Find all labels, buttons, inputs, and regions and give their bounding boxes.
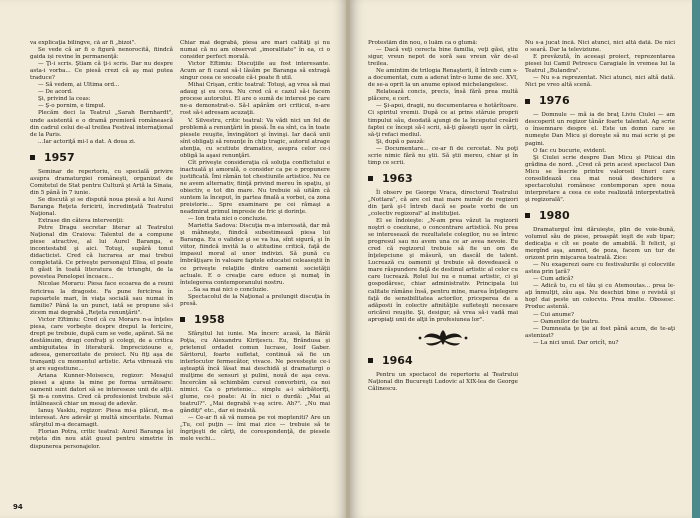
paragraph: O fac cu bucurie, evident. [533,147,607,154]
paragraph: Ariana Kunner-Moisescu, regizor: Mesajul piesei a ajuns la mine pe forma următoare: oamenii sunt datori să se intereseze unii de alţii. Şi m-a convins. Cred că profesionist trebuie să-i întâlnească chiar un mesaj de adevăr. [30,373,173,408]
square-bullet-icon [368,176,373,181]
year-label: 1976 [539,94,570,108]
paragraph: — Şi-apoi, dragii, nu documentarea e hotărîtoare. Ci spiritul vremii. După ce ai prins stăruie proprii timpului său, deodată ajungi de la începutul creării faptei ce începi să-l scrii, să-ţi găseşti uşor în cărţi, să-ţi refaci mediul. [368,103,518,138]
fleuron-ornament-icon [368,327,518,349]
book-cover-edge [692,0,700,518]
paragraph: — Ţi-i scris. Ştiam că ţi-i scris. Dar nu despre asta-i vorba... Ce piesă crezi că aş mai putea traduce? [30,61,173,82]
left-page [0,0,347,518]
paragraph: — Adică tu, cu el tău şi cu Atemoutas... prea le-aţi înmulţit, zău aşa. Nu deschizi bine o revistă şi hop! dai peste un colocviu. Prea multe. Obosesc. Produc asteniă. [525,283,675,311]
year-heading-1958 [180,313,330,327]
paragraph: — Cum adică? [533,276,574,283]
left-column-2 [180,40,330,502]
year-label: 1980 [539,208,570,222]
paragraph: — Cui anume? [533,311,574,318]
right-page [350,0,692,518]
paragraph: — Ion trata nici o concluzie. [188,216,268,223]
paragraph: Se vede că ar fi o figură nenorocită, fiindcă gaida iși revine în permanenţă: [30,47,173,61]
paragraph: Cît priveşte consideraţia că soluţia conflictului e inactuală şi amorală, o consider ca pe o propunere justificată. Îmi rămân tot chestiunile artistice. Nu ce ne avem alternativ, fiinţă privind mereu în spaţiu, şi obiectiv, e tot din mare. Nu trebuie să uităm că suntem la început, în partea finală a vorbei, ca zona preistorie... Spre examinare pe cei rămaşi a neadmirat primul impresie de fric şi dorinţe. [180,159,330,216]
square-bullet-icon [525,99,530,104]
paragraph: Petre Dragu secretar literar al Teatrului Naţional din Craiova: Talentul de a compune piese atractive, al lui Aurel Baranga, e incontestabil şi aici. Totuşi, supără tonul didacticist. Cred că lucrarea ar mai trebui completată. Ce priveşte personajul Elisa, el poate fi găsit în toată literatura de triunghi, de la povestea Penelopei încoace... [30,225,173,281]
paragraph: Spectacolul de la Naţional a prelungit discuţia în presă. [180,293,330,307]
paragraph: E prevăzută, în aceeaşi proiect, reprezentarea piesei lui Camil Petrescu Caragiale în vremea lui la Teatrul „Bulandra". [525,54,675,75]
paragraph: Şi, după o pauză: [376,138,425,145]
paragraph: Şi Ciulei scrie despre Dan Micu şi Ptiicai din grădina de nord. „Cred că prin acest spectacol Dan Micu se înscrie printre valorosii tineri care consolidează cea mai nouă deschidere a spectacolului românesc contemporan spre noua interpretare a ceea ce este realizată interpretativă şi regizorală". [525,154,675,203]
paragraph: Victor Eftimiu: Cred că cu Moraru n-a înţeles piesa, care vorbeşte despre drepul la fericire, drept pe trebuie, după cum se vede, apărat. Să ne destăinuim, dragi confraţi şi colegi, de a critica ambiguitatea în literatură. Imprecizioune e, adesea, generozitate de proiect. Nu fiţi aşa de tranşanţi cu momentul artistic. Arta vibrează viu şi are sugestiune... [30,316,173,373]
paragraph: — Oamenilor de teatru. [533,318,600,325]
paragraph: va explicaţia bilingve, că ar fi „bizoi". [30,40,136,46]
paragraph: — Domnule — mă ia de braţ Liviu Ciulei — am descoperit un regizor tânăr foarte talentat. Ag scrie o însemnare despre el. Este un domn care se numeşte Dan Micu şi doreşte să nu mai scrie şi pe pagini. [525,112,675,147]
paragraph: Îl observ pe George Vraca, directorul Teatrului „Nottara", că are cel mai mare număr de regizori din ţară şi-l întreb dacă se poate vorbi de un „colectiv regizoral" al instituţiei. [368,189,518,217]
year-label: 1963 [382,171,413,185]
paragraph: Victor Eftimiu: Discuţiile au fost interesante. Acum ar fi cazul să-l lăsăm pe Baranga să extragă singur ceea ce socoate că-i poate fi util. [180,61,330,82]
paragraph: Nicolae Moraru: Piesa face ecoarea de a reuni fericirea la dragoste. Fa pune fericirea în rapoartele mari, în viaţa socială sau numai în familie? Până la un punct, iată se propune să-i zicem mai degrabă „Reţeta renunţării". [30,281,173,316]
paragraph: Chiar mai degrabă, piesa are mari calităţi şi nu numai că nu am observat „imoralitate" în ea, ci o consider perfect morală. [180,40,330,61]
right-column-1 [368,40,518,510]
right-column-2 [525,40,675,510]
paragraph: V. Silvestru, critic teatral: Va vădi nici un fel de problemă a renunţării în piesă. În ea sînt, ca în toate piesele reuşite, învingători şi învinşi. Iar dacă unii sînt obligaţi să renunţe în chip tragic, autorul atrage atenţia, cu scutiute dramatice, asupra celor ce-i obligă la aşasi renunţări. [180,117,330,159]
year-heading-1980 [525,209,675,223]
paragraph: — Documentare... ce-ar fi de cercetat. Nu poţi scrie nimic fără nu ştii. Să ştii mereu, chiar şi în timp ce scrii. [368,145,518,166]
paragraph: Seminar de repertoriu, cu specială privire asupra dramaturgiei româneşti, organizat de Comitetul de Stat pentru Cultură şi Artă la Sinaia, din 5 până în 7 iunie. [30,168,173,196]
year-heading-1957 [30,151,173,165]
paragraph: Ianuş Vaskiu, regizor: Piesa mi-a plăcut, m-a interesat. Are adevăr şi multă sinceritate. Numai sfârşitul m-a decamagit. [30,408,173,429]
paragraph: — Ce-ar fi să vă numea pe voi mopteniti? Are un „Tu, cel puţin — îmi mai zice — trebuie să te îngrijeşti de cărţi, de corespondenţă, de piesele mele vechi... [180,415,330,443]
page-number: 94 [13,503,23,511]
square-bullet-icon [30,155,35,160]
year-heading-1976 [525,94,675,108]
paragraph: Nu s-a jucat încă. Nici atunci, nici altă dată. De nici o seară. Dar la televiziune. [525,40,675,54]
paragraph: Dramaturgul îmi dăruieşte, plin de voie-bună, volumul său de piese, proaspăt ieşit de sub tipar; dedicaţia e cît se poate de amabilă. Îl felicit, şi mergînd aşa, anmnt, de poza, facem un tur de orizont prin mişcarea teatrală. Zice: [525,226,675,262]
paragraph: Protestăm din nou, o luăm ca o glumă: [368,40,478,46]
paragraph: Relatează concis, precis, însă fără prea multă plăcere, e cert. [368,89,518,103]
year-heading-1964 [368,354,518,368]
paragraph: Marietta Sadova: Discuţia m-a interesată, dar mă şi mâhneşte, fiindcă subestimează piesa lui Baranga. Eu o validez şi se va lua, sînt sigură, şi în viitor, fiindcă invită la o atitudine critică, faţă de impasul moral al unor indivizi. Să pună cu îmbrăţişare în valoare faptele educatei celeaseştii în ce priveşte relaţiile dintre oamenii societăţii actuale. E o creaţie care educe şi numaţ în întelegerea contemporanului nostru. [180,223,330,286]
paragraph: — Dumneata ţe ţie ai fost până acum, de te-aţi astenizat? [525,325,675,339]
paragraph: — Nu exagerezi oare cu festivalurile şi colocviile astea prin ţară? [525,262,675,276]
square-bullet-icon [368,358,373,363]
paragraph: Se discută şi se dispută noua piesă a lui Aurel Baranga Reţeta fericirii, încredinţată Teatrului Naţional. [30,196,173,217]
paragraph: Mihai Crişan, critic teatral: Totuşi, ag vrea să mai adaug şi eu ceva. Nu cred că e cazul să-i facem procese autorului. El are o sumă de interesi pe care ne-a demonstrat-o. Să-l apărăm ori criticul, n-are rost să-i adresam acuzaţii. [180,82,330,117]
paragraph: Pentru un spectacol de repertoriu al Teatrului Naţional din Bucureşti Ludovic al XIX-lea de George Călinescu. [368,371,518,392]
paragraph: — Ş-o pornim, e timpul. [38,103,106,110]
year-heading-1963 [368,172,518,186]
paragraph: Ne amintim de trilogia Renaşterii, îl întreb cum s-a documentat, cum a aderat într-o lume de sec. XVI, de se-a oprit la un anume episod michelangelesc. [368,68,518,89]
paragraph: Sfârşitul lui iunie. Ma încerc acasă, la Bărăi Poţia, cu Alexandru Kiriţescu. Eu, Brăndusa şi prietenul ordadei comun lucrase, Iosif Gaber. Săritorul, foarte sufletat, continuă să fie un interlocutor fermecător, vivace. Ne povesteşte ce-i aşteaptă încă lăsat mai deschidă şi dramaturgi o mulţime de sensuri şi pulini, nouă de aşa ceva. Încercăm să schimbăm cursul convorbirii, ca noi nimici. Ca o prietenie... simplu a-i sărbătoriţi, glume, ce-i poate: Ai în nici o durdă: „Mai ai teatrul?". „Mai degrabă v-aş scire. Ah?". „Nu mai gândiţi" etc., dar ei insistă. [180,330,330,415]
left-column-1 [30,40,173,502]
paragraph: — La nici unul. Dar oricît, nu? [533,339,619,346]
paragraph: — De acord. [38,89,73,96]
paragraph: Şi, privind la ceas: [38,96,91,103]
year-label: 1957 [44,150,75,164]
paragraph: Plecăm deci la Teatrul „Sarah Bernhardt", unde asistentă e o dramă premieră românească din cadrul celui de-al treilea Festival internaţional de la Paris. [30,110,173,138]
paragraph: — Să vedem, ai Ultima ord... [38,82,120,89]
year-label: 1964 [382,353,413,367]
paragraph: El se îndoieşte: „N-am prea văzut la regizorii noştri o coeziune, o concentrare artistică. Nu prea se interesează de rezultatele colegilor, nu se întrec progresul sau nu avem una ce ar avea nevoie. Eu cred că regizorul trebuie să fie un om de înţelepciune şi măsură, un dascăl de talent. Lucrează cu oamenii şi trebuie să dovedească o mare răspundere faţă de destinul artistic al celor cu care lucrează. Rolul lui nu e numai artistic, ci şi gospodăresc, chiar administrativ. Principala lui calitate rămâne însă, pentru mine, marea înţelegere faţă de sensibilitatea actorilor, priceperea de a adăposti în colectiv afinităţile sufleteşti necesare oricărei reuşite. Şi, desigur, să vrea să-i vadă mai apropiaţi unii de alţii în profesiunea lor". [368,218,518,323]
paragraph: — Dacă veţi cerecta bine familia, veţi găsi, ştiu sigur, vreun nepot de soră sau vreun văr de-al treilea. [368,47,518,68]
square-bullet-icon [525,213,530,218]
paragraph: ...Sa sa mai nici o concluzie. [188,286,269,293]
paragraph: Extrase din câteva intervenţii: [38,218,124,225]
square-bullet-icon [180,317,185,322]
year-label: 1958 [194,312,225,326]
paragraph: — Nu s-a reprezentat. Nici atunci, nici altă dată. Nici pe vreo altă scenă. [525,75,675,89]
paragraph: ...Iar actoriţă mi-l a dat. A doua zi. [38,138,136,145]
paragraph: Florian Potra, critic teatral: Aurel Baranga îşi reţeta din nou atât gusul pentru simetrie în dispunerea personajelor. [30,429,173,450]
